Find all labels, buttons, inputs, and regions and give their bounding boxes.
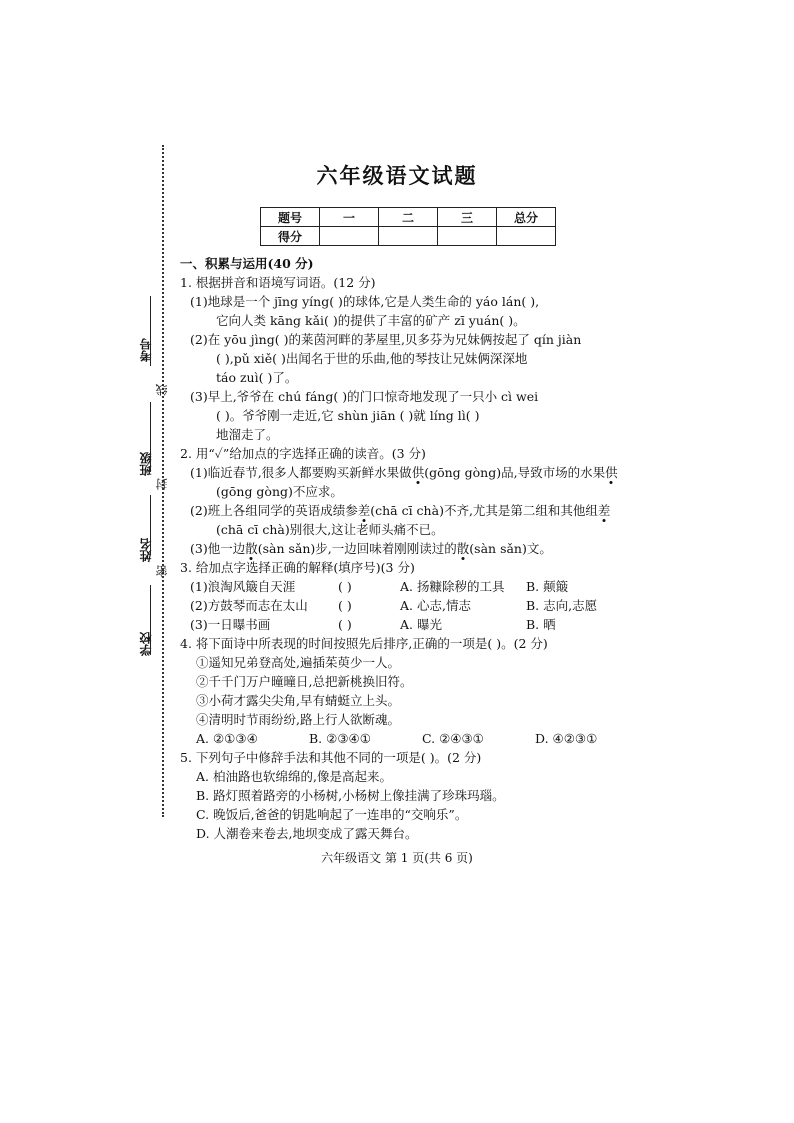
q3-item: (3)一日曝书画 (190, 617, 271, 632)
kaohao-blank-line (150, 296, 151, 366)
score-header-cell: 二 (379, 208, 438, 227)
label-xingming: 姓名 (139, 538, 153, 562)
q4-poem-line: ①遥知兄弟登高处,遍插茱萸少一人。 (196, 655, 400, 670)
score-cell[interactable] (497, 227, 556, 246)
q3-option-b: B. 晒 (526, 617, 556, 632)
q2-text: (chā cī chà)不齐,尤其是第二组和其他组 (370, 503, 598, 518)
q2-text: (sàn sǎn)步,一边回味着刚刚读过的 (257, 541, 457, 556)
q3-row (190, 617, 556, 633)
q2-line: (gōng gòng)不应求。 (216, 484, 343, 499)
q4-option[interactable]: B. ②③④① (309, 731, 371, 746)
xingming-blank-line (150, 495, 151, 555)
q3-option-a: A. 曝光 (400, 617, 442, 632)
score-cell[interactable] (379, 227, 438, 246)
q2-text: (2)班上各组同学的英语成绩参 (190, 503, 358, 518)
dotted-char: 供 (411, 465, 425, 480)
q4-poem-line: ④清明时节雨纷纷,路上行人欲断魂。 (196, 712, 400, 727)
q3-row (190, 598, 597, 614)
label-banji: 班级 (139, 452, 153, 476)
q4-options (196, 731, 597, 747)
q4-stem: 4. 将下面诗中所表现的时间按照先后排序,正确的一项是( )。(2 分) (180, 636, 548, 651)
q1-line: (2)在 yōu jìng( )的莱茵河畔的茅屋里,贝多芬为兄妹俩按起了 qín jiàn (190, 332, 582, 347)
score-header-cell: 三 (438, 208, 497, 227)
q3-item: (2)方鼓琴而志在太山 (190, 598, 308, 613)
score-row-label: 得分 (261, 227, 320, 246)
q2-text: (3)他一边 (190, 541, 246, 556)
q3-blank[interactable]: ( ) (338, 617, 352, 632)
score-cell[interactable] (438, 227, 497, 246)
dotted-char: 差 (357, 503, 371, 518)
q2-line (190, 503, 610, 519)
banji-blank-line (150, 402, 151, 472)
score-header-cell: 一 (320, 208, 379, 227)
dotted-char: 差 (597, 503, 611, 518)
q3-blank[interactable]: ( ) (338, 598, 352, 613)
q2-text: (gōng gòng)品,导致市场的水果 (424, 465, 606, 480)
q1-line: (1)地球是一个 jīng yíng( )的球体,它是人类生命的 yáo lán( ), (190, 294, 540, 309)
q4-poem-line: ②千千门万户曈曈日,总把新桃换旧符。 (196, 674, 413, 689)
q3-stem: 3. 给加点字选择正确的解释(填序号)(3 分) (180, 560, 415, 575)
q3-item: (1)浪淘风簸自天涯 (190, 579, 296, 594)
q5-option[interactable]: B. 路灯照着路旁的小杨树,小杨树上像挂满了珍珠玛瑙。 (196, 788, 505, 803)
q1-stem: 1. 根据拼音和语境写词语。(12 分) (180, 275, 376, 290)
label-kaohao: 考号 (139, 338, 153, 362)
q1-line: 它向人类 kāng kǎi( )的提供了丰富的矿产 zī yuán( )。 (216, 313, 526, 328)
q2-line (190, 541, 552, 557)
seal-char-feng: 封 (155, 478, 169, 490)
q1-line: ( ),pǔ xiě( )出闻名于世的乐曲,他的琴技让兄妹俩深深地 (216, 351, 528, 366)
q5-stem: 5. 下列句子中修辞手法和其他不同的一项是( )。(2 分) (180, 750, 482, 765)
q4-option[interactable]: C. ②④③① (422, 731, 484, 746)
q3-option-a: A. 心志,情志 (400, 598, 471, 613)
section-heading: 一、积累与运用(40 分) (180, 256, 314, 271)
score-cell[interactable] (320, 227, 379, 246)
score-header-cell: 总分 (497, 208, 556, 227)
q5-option[interactable]: A. 柏油路也软绵绵的,像是高起来。 (196, 769, 392, 784)
q5-option[interactable]: C. 晚饭后,爸爸的钥匙响起了一连串的“交响乐”。 (196, 807, 468, 822)
dotted-char: 供 (605, 465, 618, 480)
score-table (260, 207, 556, 246)
q4-option[interactable]: A. ②①③④ (196, 731, 258, 746)
xuexiao-blank-line (150, 585, 151, 655)
q2-line (190, 465, 618, 481)
q2-text: (sàn sǎn)文。 (469, 541, 552, 556)
q2-stem: 2. 用“✓”给加点的字选择正确的读音。(3 分) (180, 446, 426, 461)
q1-line: táo zuì( )了。 (216, 370, 298, 385)
q4-poem-line: ③小荷才露尖尖角,早有蜻蜓立上头。 (196, 693, 400, 708)
q4-option[interactable]: D. ④②③① (535, 731, 598, 746)
q1-line: (3)早上,爷爷在 chú fáng( )的门口惊奇地发现了一只小 cì wei (190, 389, 539, 404)
q2-text: (1)临近春节,很多人都要购买新鲜水果做 (190, 465, 412, 480)
dotted-char: 散 (456, 541, 470, 556)
q3-option-a: A. 扬糠除秽的工具 (400, 579, 505, 594)
page-footer: 六年级语文 第 1 页(共 6 页) (321, 851, 473, 865)
dotted-char: 散 (245, 541, 258, 556)
q3-option-b: B. 颠簸 (526, 579, 569, 594)
q3-row (190, 579, 568, 595)
seal-char-xian: 线 (155, 384, 169, 396)
q3-blank[interactable]: ( ) (338, 579, 352, 594)
score-header-cell: 题号 (261, 208, 320, 227)
q2-line: (chā cī chà)别很大,这让老师头痛不已。 (216, 522, 444, 537)
page-title: 六年级语文试题 (316, 163, 478, 188)
seal-char-mi: 密 (155, 565, 169, 577)
q5-option[interactable]: D. 人潮卷来卷去,地坝变成了露天舞台。 (196, 826, 418, 841)
q1-line: ( )。爷爷刚一走近,它 shùn jiān ( )就 líng lì( ) (216, 408, 480, 423)
q3-option-b: B. 志向,志愿 (526, 598, 598, 613)
q1-line: 地溜走了。 (216, 427, 279, 442)
label-xuexiao: 学校 (139, 632, 153, 656)
